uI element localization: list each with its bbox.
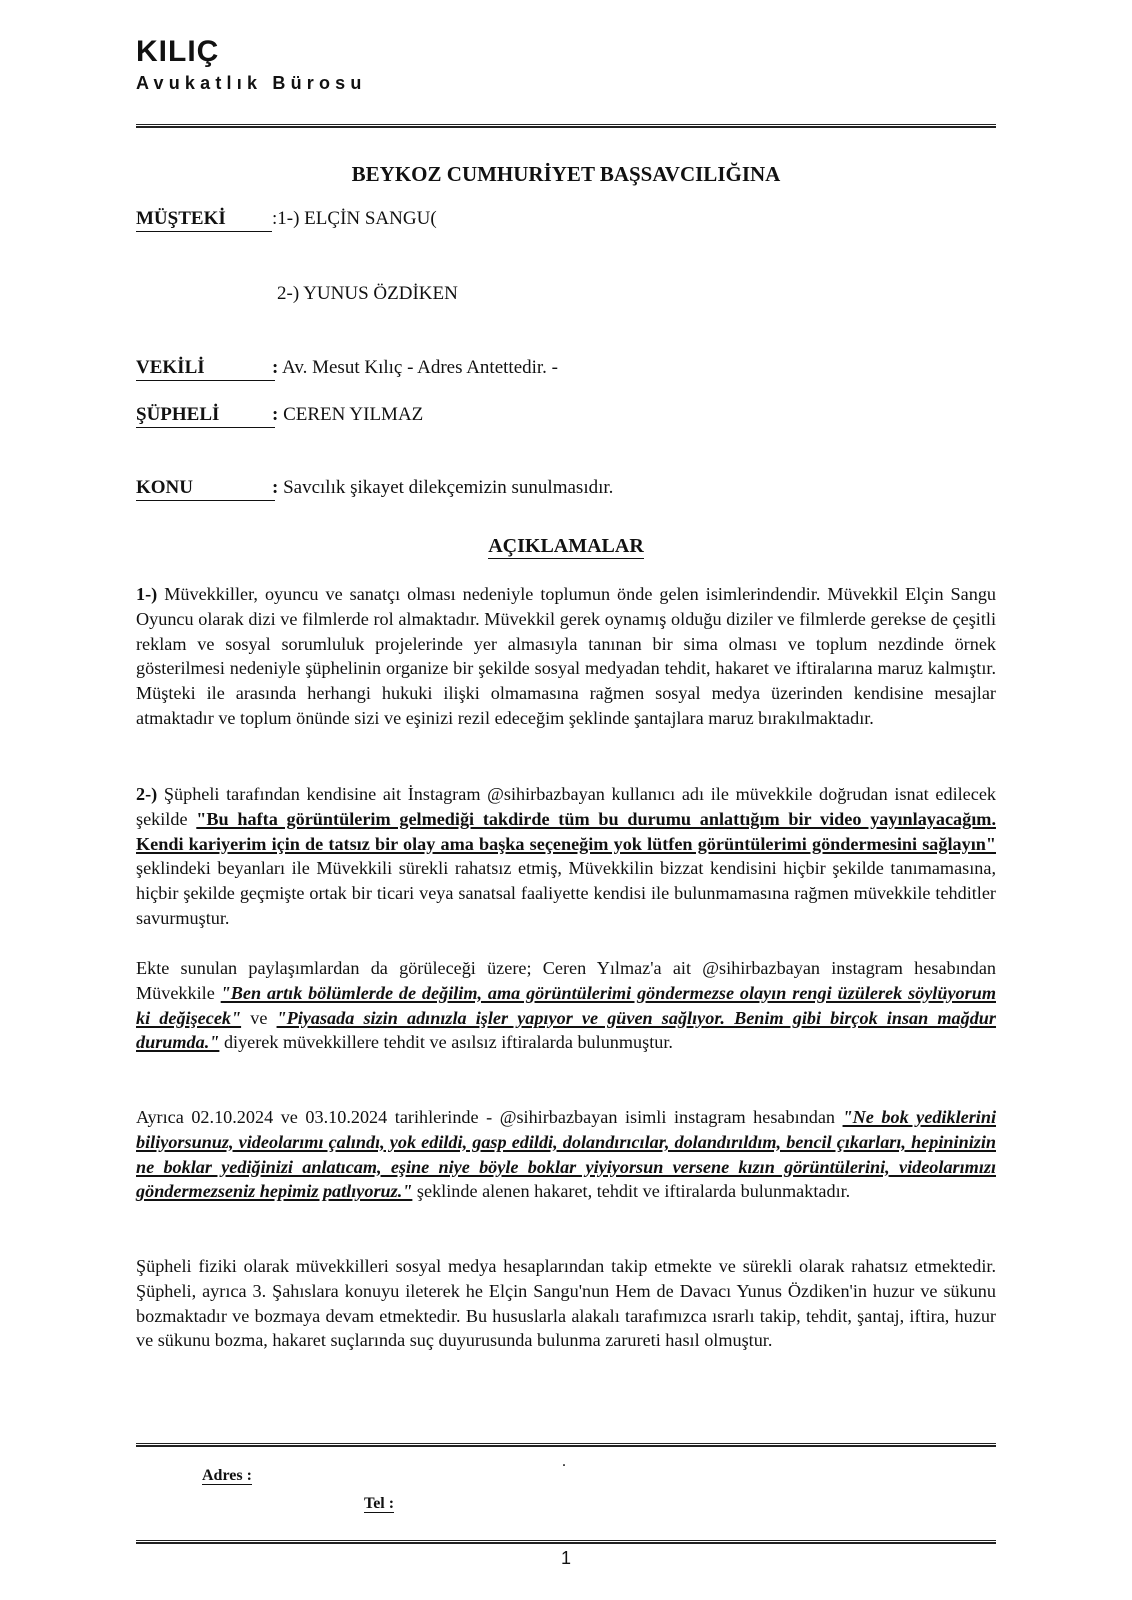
explanations-heading <box>136 534 996 558</box>
complainant-label-wrap <box>136 207 272 232</box>
firm-name: KILIÇ <box>136 35 220 68</box>
paragraph-4-post: şeklinde alenen hakaret, tehdit ve iftiralarda bulunmaktadır. <box>416 1181 851 1202</box>
complainant-1: :1-) ELÇİN SANGU( <box>272 208 437 229</box>
paragraph-2 <box>136 782 996 931</box>
footer-divider-bottom <box>136 1540 996 1544</box>
paragraph-2-number: 2-) <box>136 784 158 804</box>
paragraph-3-quote-1: "Ben artık bölümlerde de değilim, ama görüntülerimi göndermezse olayın rengi üzülerek söylüyorum ki değişecek" <box>136 982 996 1028</box>
paragraph-1-number: 1-) <box>136 584 158 604</box>
footer-phone <box>364 1494 394 1514</box>
subject-text: Savcılık şikayet dilekçemizin sunulmasıdır. <box>283 477 614 498</box>
paragraph-4-pre: Ayrıca 02.10.2024 ve 03.10.2024 tarihlerinde - @sihirbazbayan isimli instagram hesabından <box>136 1107 836 1127</box>
paragraph-1-text: Müvekkiller, oyuncu ve sanatçı olması nedeniyle toplumun önde gelen isimlerindendir. Müvekkil Elçin Sangu Oyuncu olarak dizi ve filmlerde rol almaktadır. Müvekkil gerek oynamış olduğu diziler ve filmlerde gerekse de çeşitli reklam ve sosyal sorumluluk projelerinde yer almasıyla tanınan bir sima olması ve toplum nezdinde örnek gösterilmesi nedeniyle şüphelinin organize bir şekilde sosyal medyadan tehdit, hakaret ve iftiralarına maruz kalmıştır. Müşteki ile arasında herhangi hukuki ilişki olmamasına rağmen sosyal medya üzerinden kendisine mesajlar atmaktadır ve toplum önünde sizi ve eşinizi rezil edeceğim şeklinde şantajlara maruz bırakılmaktadır. <box>136 584 997 728</box>
paragraph-1 <box>136 582 996 731</box>
suspect-value <box>272 403 423 427</box>
suspect-text: CEREN YILMAZ <box>283 404 424 425</box>
attorney-value <box>272 356 558 380</box>
document-title: BEYKOZ CUMHURİYET BAŞSAVCILIĞINA <box>351 162 781 186</box>
attorney-label-wrap <box>136 356 275 381</box>
attorney-text: Av. Mesut Kılıç - Adres Antettedir. - <box>282 357 559 378</box>
paragraph-5 <box>136 1254 996 1353</box>
paragraph-5-text: Şüpheli fiziki olarak müvekkilleri sosyal medya hesaplarından takip etmekte ve sürekli olarak rahatsız etmektedir. Şüpheli, ayrıca 3. Şahıslara konuyu ileterek he Elçin Sangu'nun Hem de Davacı Yunus Özdiken'in huzur ve sükunu bozmaktadır ve bozmaya devam etmektedir. Bu hususlarla alakalı tarafımızca ısrarlı takip, tehdit, şantaj, iftira, huzur ve sükunu bozma, hakaret suçlarında suç duyurusunda bulunma zarureti hasıl olmuştur. <box>136 1256 996 1351</box>
footer-dot: . <box>562 1453 566 1470</box>
footer-divider-top <box>136 1443 996 1447</box>
subject-label-wrap <box>136 476 275 501</box>
paragraph-3 <box>136 956 996 1055</box>
subject-value <box>272 476 613 500</box>
complainant-2: 2-) YUNUS ÖZDİKEN <box>277 283 458 304</box>
paragraph-2-quote: "Bu hafta görüntülerim gelmediği takdirde tüm bu durumu anlattığım bir video yayınlayacağım. Kendi kariyerim için de tatsız bir olay ama başka seçeneğim yok lütfen görüntülerimi göndermesini sağlayın" <box>136 808 996 854</box>
suspect-label: ŞÜPHELİ <box>136 403 275 428</box>
firm-subtitle: Avukatlık Bürosu <box>136 73 367 93</box>
paragraph-3-post: diyerek müvekkillere tehdit ve asılsız iftiralarda bulunmuştur. <box>223 1032 673 1053</box>
paragraph-3-quote-2: "Piyasada sizin adınızla işler yapıyor ve güven sağlıyor. Benim gibi birçok insan mağdur durumda." <box>136 1007 997 1053</box>
paragraph-3-pre: Ekte sunulan paylaşımlardan da görüleceği üzere; Ceren Yılmaz'a ait @sihirbazbayan instagram hesabından Müvekkile <box>136 958 996 1003</box>
attorney-label: VEKİLİ <box>136 356 275 381</box>
subject-label: KONU <box>136 476 275 501</box>
complainant-label: MÜŞTEKİ <box>136 207 272 232</box>
paragraph-2-pre: Şüpheli tarafından kendisine ait İnstagram @sihirbazbayan kullanıcı adı ile müvekkile doğrudan isnat edilecek şekilde <box>136 784 996 829</box>
paragraph-4 <box>136 1105 996 1204</box>
paragraph-3-mid: ve <box>250 1007 268 1028</box>
suspect-label-wrap <box>136 403 275 428</box>
paragraph-4-quote: "Ne bok yediklerini biliyorsunuz, videolarımı çalındı, yok edildi, gasp edildi, dolandırıcılar, dolandırıldım, bencil çıkarları, hepininizin ne boklar yediğinizi anlatıcam, eşine niye böyle boklar yiyiyorsun versene kızın görüntülerini, videolarımızı göndermezseniz hepimiz patlıyoruz." <box>136 1107 996 1202</box>
suspect-colon: : <box>272 404 279 425</box>
page-number: 1 <box>560 1548 571 1568</box>
footer-address <box>202 1466 252 1486</box>
explanations-heading-text: AÇIKLAMALAR <box>488 535 644 557</box>
subject-colon: : <box>272 477 279 498</box>
attorney-colon: : <box>272 357 279 378</box>
footer-phone-label: Tel : <box>364 1495 395 1512</box>
footer-address-label: Adres : <box>202 1467 252 1484</box>
paragraph-2-post: şeklindeki beyanları ile Müvekkili sürekli rahatsız etmiş, Müvekkilin bizzat kendisini hiçbir şekilde tanımamasına, hiçbir şekilde geçmişte ortak bir ticari veya sanatsal faaliyette kendisi ile bulunmamasına rağmen müvekkile tehditler savurmuştur. <box>136 858 996 928</box>
letterhead-divider <box>136 124 996 128</box>
